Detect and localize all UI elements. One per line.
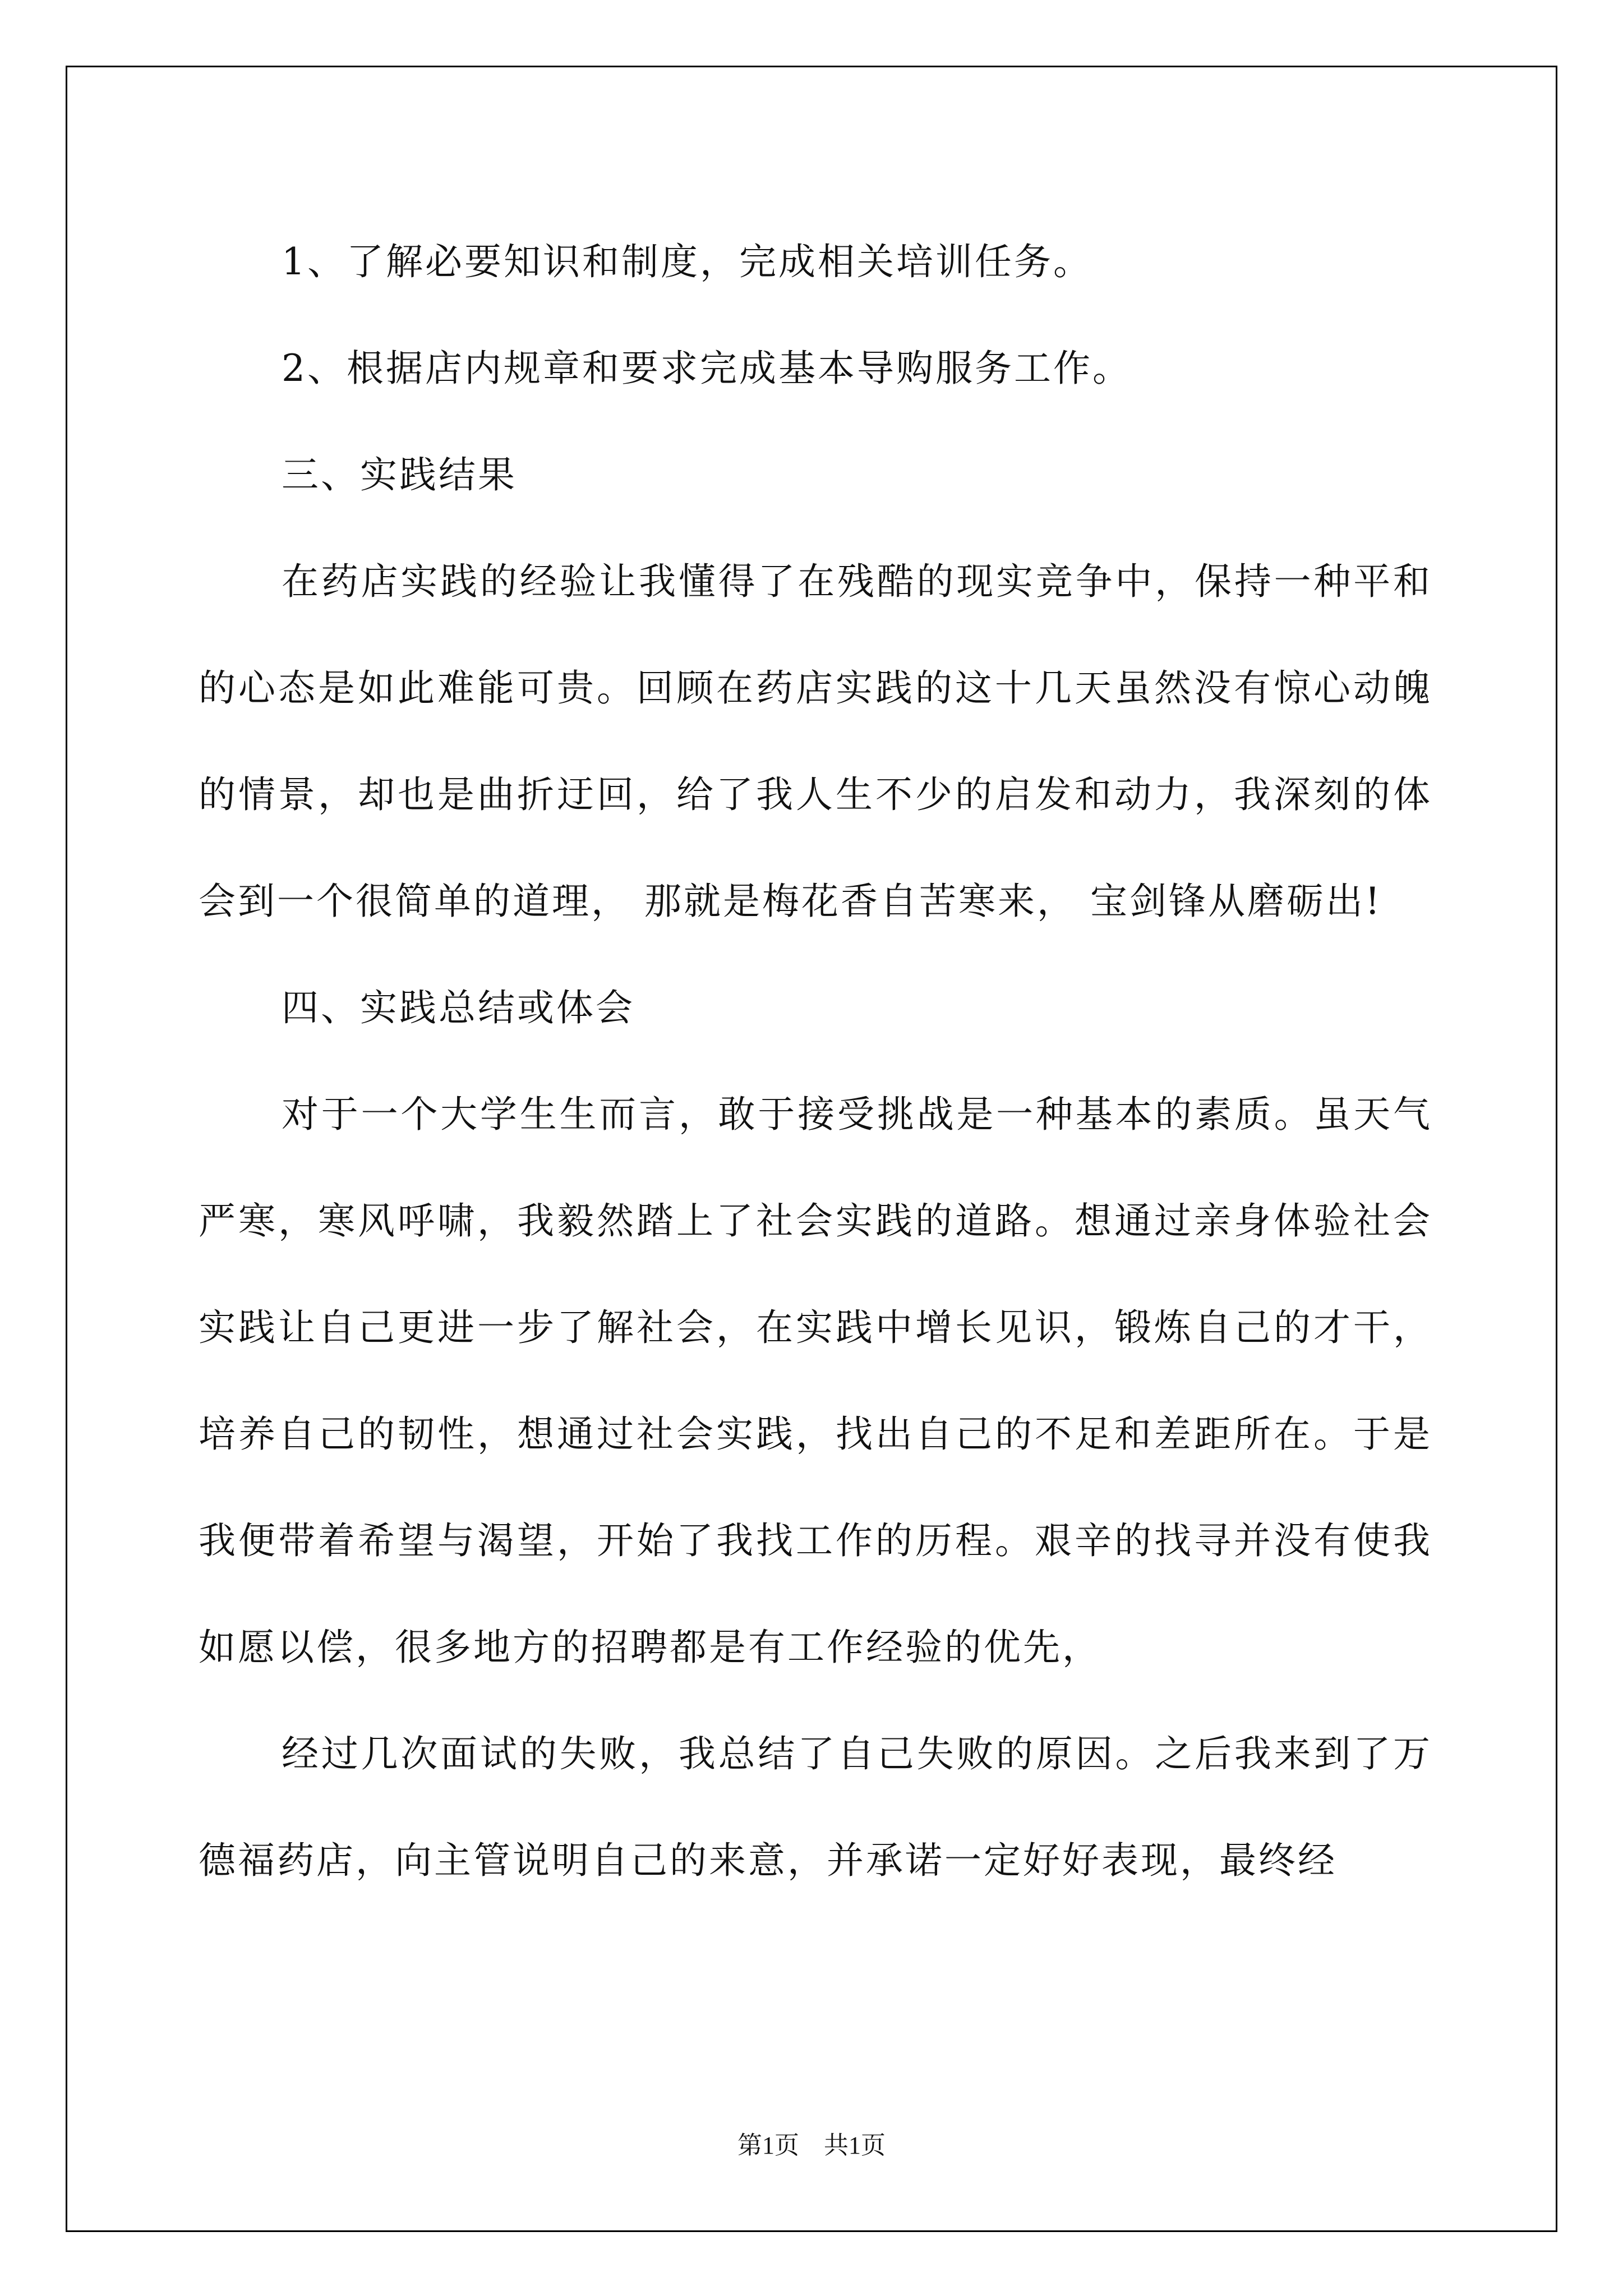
document-body bbox=[199, 209, 1432, 1914]
section-heading-summary: 四、实践总结或体会 bbox=[282, 986, 635, 1029]
paragraph-training: 1、了解必要知识和制度，完成相关培训任务。 bbox=[282, 240, 1092, 283]
page-footer bbox=[0, 2129, 1623, 2162]
paragraph-guide-service: 2、根据店内规章和要求完成基本导购服务工作。 bbox=[282, 347, 1132, 390]
page-total: 共1页 bbox=[824, 2132, 886, 2159]
paragraph-results: 在药店实践的经验让我懂得了在残酷的现实竞争中，保持一种平和的心态是如此难能可贵。回顾在药店实践的这十几天虽然没有惊心动魄的情景，却也是曲折迂回，给了我人生不少的启发和动力，我深刻的体会到一个很简单的道理， 那就是梅花香自苦寒来， 宝剑锋从磨砺出! bbox=[199, 560, 1432, 923]
section-heading-results: 三、实践结果 bbox=[282, 453, 517, 496]
paragraph-interview: 经过几次面试的失败，我总结了自己失败的原因。之后我来到了万德福药店，向主管说明自己的来意，并承诺一定好好表现，最终经 bbox=[199, 1732, 1432, 1882]
page-number: 第1页 bbox=[737, 2132, 799, 2159]
paragraph-summary: 对于一个大学生生而言，敢于接受挑战是一种基本的素质。虽天气严寒，寒风呼啸，我毅然踏上了社会实践的道路。想通过亲身体验社会实践让自己更进一步了解社会，在实践中增长见识，锻炼自己的才干，培养自己的韧性，想通过社会实践，找出自己的不足和差距所在。于是我便带着希望与渴望，开始了我找工作的历程。艰辛的找寻并没有使我如愿以偿，很多地方的招聘都是有工作经验的优先， bbox=[199, 1093, 1432, 1669]
